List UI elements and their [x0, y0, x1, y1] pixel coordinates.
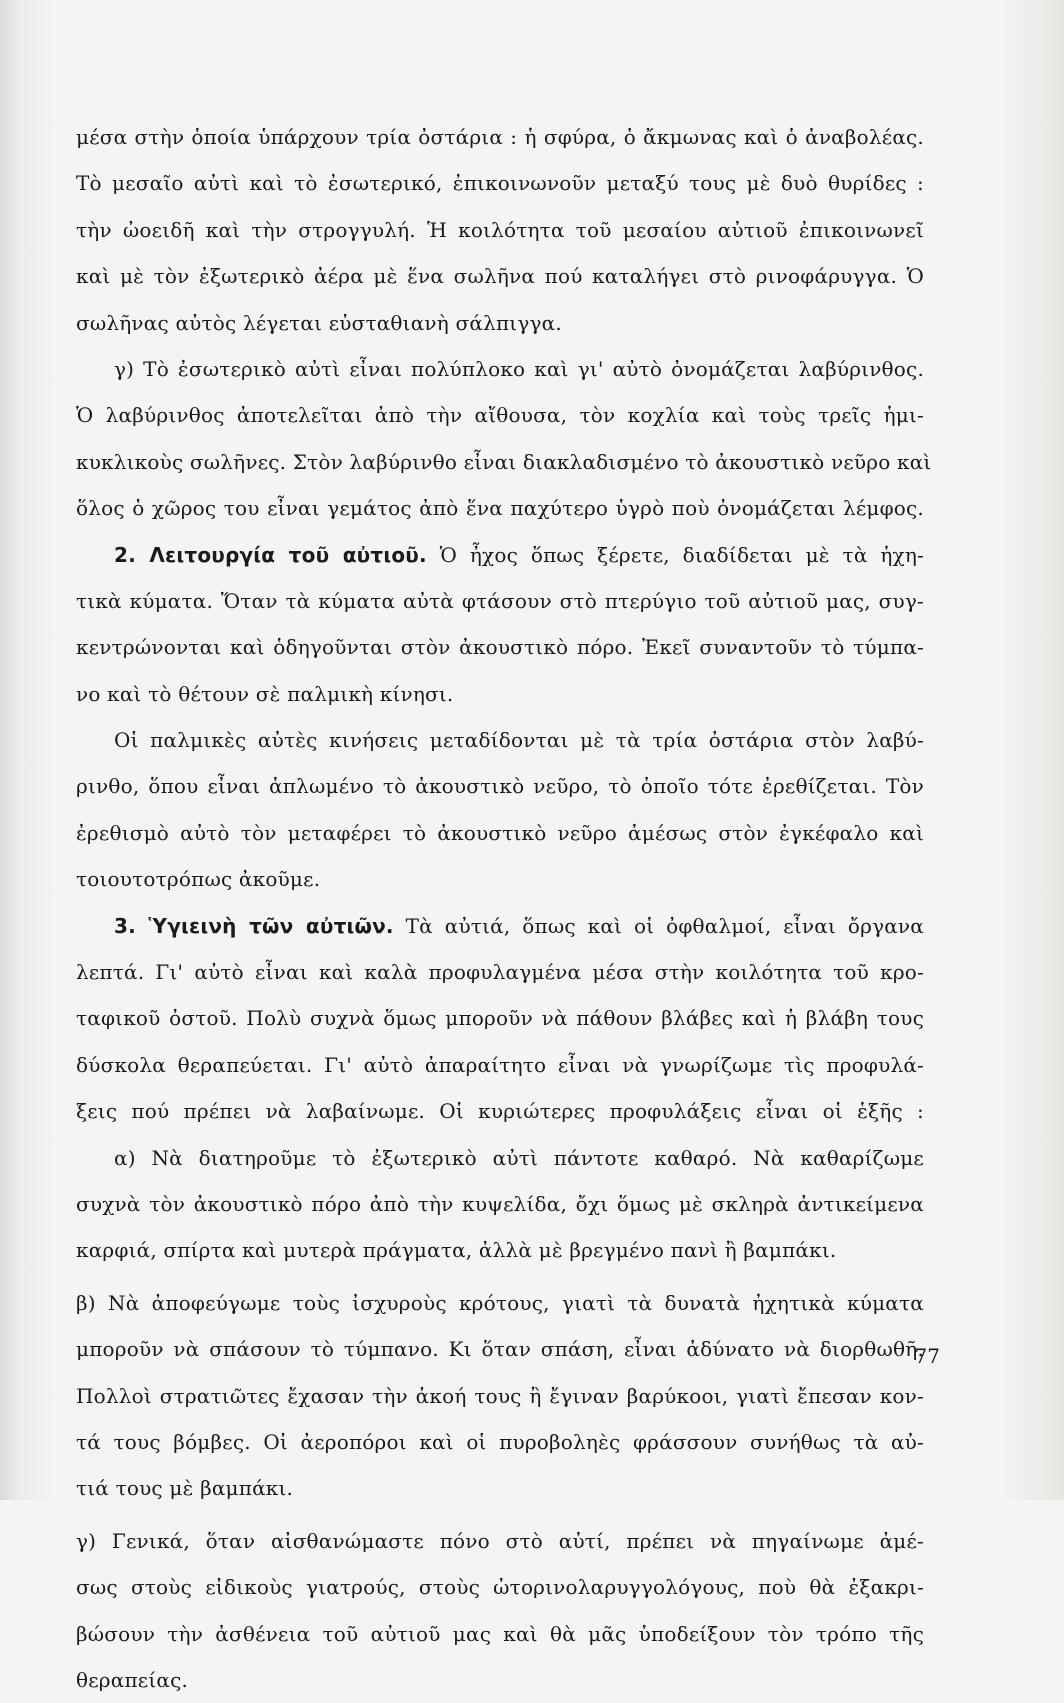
text-line: θεραπείας.	[76, 1667, 189, 1692]
text-line: τικὰ κύματα. Ὅταν τὰ κύματα αὐτὰ φτάσουν στὸ πτερύγιο τοῦ αὐτιοῦ μας, συγ-	[76, 588, 924, 613]
text-line: ἐρεθισμὸ αὐτὸ τὸν μεταφέρει τὸ ἀκουστικὸ νεῦρο ἀμέσως στὸν ἐγκέφαλο καὶ	[76, 820, 924, 845]
text-line: νο καὶ τὸ θέτουν σὲ παλμικὴ κίνησι.	[76, 681, 454, 706]
text-line: γ) Γενικά, ὅταν αἰσθανώμαστε πόνο στὸ αὐτί, πρέπει νὰ πηγαίνωμε ἀμέ-	[76, 1528, 924, 1553]
text-line: δύσκολα θεραπεύεται. Γι' αὐτὸ ἀπαραίτητο εἶναι νὰ γνωρίζωμε τὶς προφυλά-	[76, 1052, 924, 1077]
text-line: κεντρώνονται καὶ ὁδηγοῦνται στὸν ἀκουστικὸ πόρο. Ἐκεῖ συναντοῦν τὸ τύμπα-	[76, 635, 924, 660]
text-line: τά τους βόμβες. Οἱ ἀεροπόροι καὶ οἱ πυροβοληὲς φράσσουν συνήθως τὰ αὐ-	[76, 1429, 924, 1454]
text-line: μποροῦν νὰ σπάσουν τὸ τύμπανο. Κι ὅταν σπάση, εἶναι ἀδύνατο νὰ διορθωθῆ.	[76, 1337, 924, 1362]
section-heading-3: 3. Ὑγιεινὴ τῶν αὐτιῶν.	[114, 913, 394, 938]
text-line: τοιουτοτρόπως ἀκοῦμε.	[76, 867, 321, 892]
section-2-first-line	[76, 532, 924, 578]
text-line: β) Νὰ ἀποφεύγωμε τοὺς ἰσχυροὺς κρότους, γιατὶ τὰ δυνατὰ ἠχητικὰ κύματα	[76, 1290, 924, 1315]
text-line: μέσα στὴν ὁποία ὑπάρχουν τρία ὀστάρια : ἡ σφύρα, ὁ ἄκμωνας καὶ ὁ ἀναβολέας.	[76, 125, 924, 149]
text-line: βώσουν τὴν ἀσθένεια τοῦ αὐτιοῦ μας καὶ θὰ μᾶς ὑποδείξουν τὸν τρόπο τῆς	[76, 1621, 924, 1646]
text-line: Τὰ αὐτιά, ὅπως καὶ οἱ ὀφθαλμοί, εἶναι ὄργανα	[405, 913, 924, 938]
text-line: σωλῆνας αὐτὸς λέγεται εὐσταθιανὴ σάλπιγγα.	[76, 310, 562, 335]
text-line: καὶ μὲ τὸν ἐξωτερικὸ ἀέρα μὲ ἕνα σωλῆνα πού καταλήγει στὸ ρινοφάρυγγα. Ὁ	[76, 264, 924, 289]
text-line: ξεις πού πρέπει νὰ λαβαίνωμε. Οἱ κυριώτερες προφυλάξεις εἶναι οἱ ἑξῆς :	[76, 1099, 924, 1124]
text-line: τιά τους μὲ βαμπάκι.	[76, 1476, 294, 1501]
text-line: κυκλικοὺς σωλῆνες. Στὸν λαβύρινθο εἶναι διακλαδισμένο τὸ ἀκουστικὸ νεῦρο καὶ	[76, 449, 932, 474]
text-line: ρινθο, ὅπου εἶναι ἁπλωμένο τὸ ἀκουστικὸ νεῦρο, τὸ ὁποῖο τότε ἐρεθίζεται. Τὸν	[76, 774, 924, 799]
text-line: καρφιά, σπίρτα καὶ μυτερὰ πράγματα, ἀλλὰ μὲ βρεγμένο πανὶ ἢ βαμπάκι.	[76, 1238, 837, 1263]
text-line: τὴν ὠοειδῆ καὶ τὴν στρογγυλή. Ἡ κοιλότητα τοῦ μεσαίου αὐτιοῦ ἐπικοινωνεῖ	[76, 217, 924, 242]
text-line: Οἱ παλμικὲς αὐτὲς κινήσεις μεταδίδονται μὲ τὰ τρία ὀστάρια στὸν λαβύ-	[114, 728, 924, 753]
section-heading-2: 2. Λειτουργία τοῦ αὐτιοῦ.	[114, 542, 427, 567]
text-line: ὅλος ὁ χῶρος του εἶναι γεμάτος ἀπὸ ἕνα παχύτερο ὑγρὸ ποὺ ὀνομάζεται λέμφος.	[76, 496, 924, 521]
text-line: Ὁ ἦχος ὅπως ξέρετε, διαδίδεται μὲ τὰ ἠχη-	[439, 542, 925, 567]
text-line: Πολλοὶ στρατιῶτες ἔχασαν τὴν ἀκοή τους ἢ ἔγιναν βαρύκοοι, γιατὶ ἔπεσαν κον-	[76, 1383, 924, 1408]
text-line: α) Νὰ διατηροῦμε τὸ ἐξωτερικὸ αὐτὶ πάντοτε καθαρό. Νὰ καθαρίζωμε	[114, 1145, 924, 1170]
text-line: λεπτά. Γι' αὐτὸ εἶναι καὶ καλὰ προφυλαγμένα μέσα στὴν κοιλότητα τοῦ κρο-	[76, 960, 924, 985]
text-line: σως στοὺς εἰδικοὺς γιατρούς, στοὺς ὠτορινολαρυγγολόγους, ποὺ θὰ ἐξακρι-	[76, 1575, 924, 1600]
text-line: ταφικοῦ ὀστοῦ. Πολὺ συχνὰ ὅμως μποροῦν νὰ πάθουν βλάβες καὶ ἡ βλάβη τους	[76, 1006, 924, 1031]
section-3-first-line	[76, 903, 924, 949]
text-line: γ) Τὸ ἐσωτερικὸ αὐτὶ εἶναι πολύπλοκο καὶ γι' αὐτὸ ὀνομάζεται λαβύρινθος.	[114, 356, 924, 381]
text-line: Τὸ μεσαῖο αὐτὶ καὶ τὸ ἐσωτερικό, ἐπικοινωνοῦν μεταξύ τους μὲ δυὸ θυρίδες :	[76, 171, 924, 196]
text-line: Ὁ λαβύρινθος ἀποτελεῖται ἀπὸ τὴν αἴθουσα, τὸν κοχλία καὶ τοὺς τρεῖς ἡμι-	[76, 403, 924, 428]
text-line: συχνὰ τὸν ἀκουστικὸ πόρο ἀπὸ τὴν κυψελίδα, ὄχι ὅμως μὲ σκληρὰ ἀντικείμενα	[76, 1191, 924, 1216]
page-number: 77	[914, 1344, 940, 1368]
